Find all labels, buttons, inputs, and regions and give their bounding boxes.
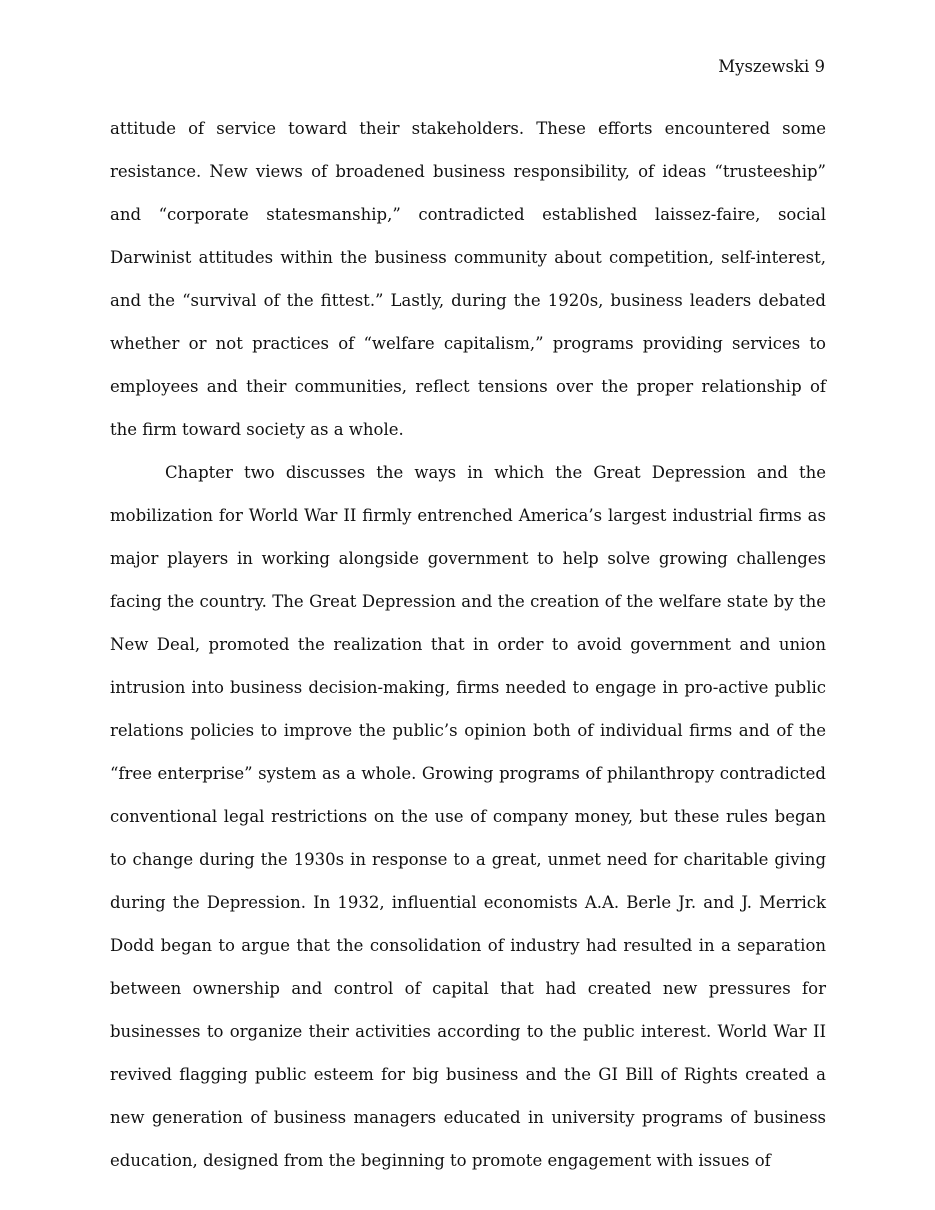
paragraph-continuation: attitude of service toward their stakeholders. These efforts encountered some resistance. New views of broadened business responsibility, of ideas “trusteeship” and “corporate statesmanship,” contradicted established laissez-faire, social Darwinist attitudes within the business community about competition, self-interest, and the “survival of the fittest.” Lastly, during the 1920s, business leaders debated whether or not practices of “welfare capitalism,” programs providing services to employees and their communities, reflect tensions over the proper relationship of the firm toward society as a whole. [110,119,826,439]
paragraph-chapter-two: Chapter two discusses the ways in which the Great Depression and the mobilization for World War II firmly entrenched America’s largest industrial firms as major players in working alongside government to help solve growing challenges facing the country. The Great Depression and the creation of the welfare state by the New Deal, promoted the realization that in order to avoid government and union intrusion into business decision-making, firms needed to engage in pro-active public relations policies to improve the public’s opinion both of individual firms and of the “free enterprise” system as a whole. Growing programs of philanthropy contradicted conventional legal restrictions on the use of company money, but these rules began to change during the 1930s in response to a great, unmet need for charitable giving during the Depression. In 1932, influential economists A.A. Berle Jr. and J. Merrick Dodd began to argue that the consolidation of industry had resulted in a separation between ownership and control of capital that had created new pressures for businesses to organize their activities according to the public interest. World War II revived flagging public esteem for big business and the GI Bill of Rights created a new generation of business managers educated in university programs of business education, designed from the beginning to promote engagement with issues of [110,463,826,1170]
body-text [110,107,826,1182]
running-header: Myszewski 9 [718,57,825,76]
